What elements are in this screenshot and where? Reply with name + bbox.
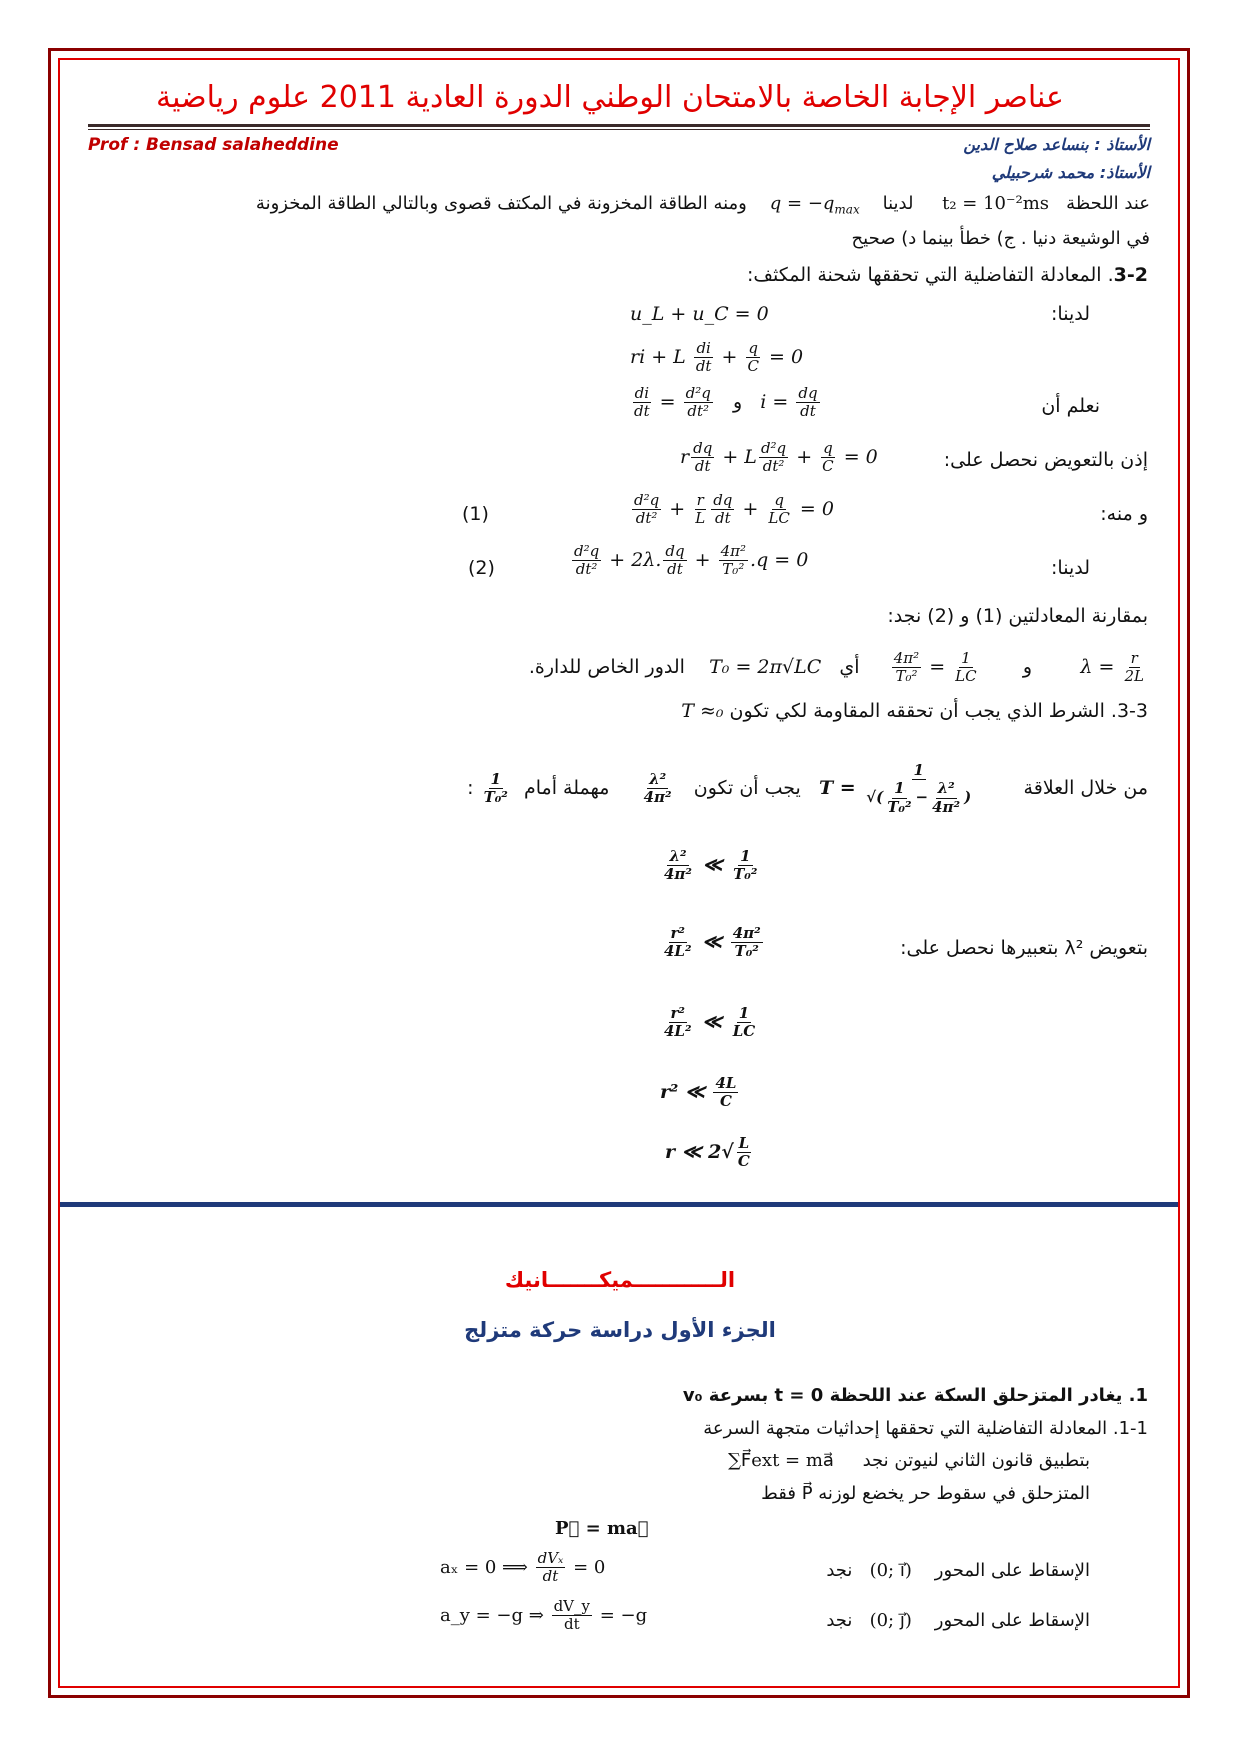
eq-ri-L: ri + L $\frac{di}{dt}$ + $\frac{q}{C}$ = 0 (630, 339, 804, 376)
para1-t2: t₂ = 10⁻²ms (942, 193, 1049, 214)
para1-line2: في الوشيعة دنيا . ج) خطأ بينما د) صحيح (851, 228, 1150, 249)
eq-label-1: (1) (462, 503, 489, 525)
mech-P-eq: P⃗ = ma⃗ (555, 1518, 649, 1539)
sec33-relation: من خلال العلاقة T = 1 √( $\frac{1}{\text{T₀²}}$ − $\frac{\text{λ²}}{\text{4π²}}$ ) يجب أن تكون $\frac{\text{λ²}}{\text{4π²}}$ مهملة أمام $\frac{1}{\text{T₀²}}$ : (467, 761, 1148, 816)
teacher-1: الأستاذ : بنساعد صلاح الدين (963, 135, 1150, 154)
omega-eq: $\frac{\text{4π²}}{\text{T₀²}}$ = $\frac{1}{LC}$ (893, 649, 977, 686)
sec32-naalam: نعلم أن (1041, 395, 1100, 417)
eq-uL-uC: u_L + u_C = 0 (630, 303, 769, 325)
para1-text-a: عند اللحظة (1066, 193, 1150, 214)
mech-newton: بتطبيق قانون الثاني لنيوتن نجد ∑F⃗ext = ma⃗ (728, 1450, 1090, 1471)
eq-1: $\frac{\text{d²q}}{\text{dt²}}$ + $\frac{r}{L}$ $\frac{dq}{dt}$ + $\frac{q}{LC}$ = 0 (634, 491, 834, 528)
lambda-eq: λ = $\frac{r}{2L}$ (1080, 649, 1144, 686)
eq-2: $\frac{\text{d²q}}{\text{dt²}}$ + 2λ. $\frac{dq}{dt}$ + $\frac{\text{4π²}}{\text{T₀²}}$ .q = 0 (574, 542, 809, 579)
para1-text-c: ومنه الطاقة المخزونة في المكتف قصوى وبالتالي الطاقة المخزونة (255, 193, 747, 214)
T0-eq: T₀ = 2π√LC (709, 655, 822, 678)
sec33-line: 3-3. الشرط الذي يجب أن تحققه المقاومة لكي تكون T ≈₀ (681, 700, 1148, 722)
ineq-4: r² ≪ $\frac{4L}{C}$ (660, 1074, 737, 1111)
ineq-5: r ≪ 2√ $\frac{L}{C}$ (665, 1134, 750, 1171)
sec32-compare: بمقارنة المعادلتين (1) و (2) نجد: (887, 605, 1148, 627)
mech-proj-y: الإسقاط على المحور (0; j⃗) نجد (826, 1610, 1090, 1631)
eq-di-d2q: $\frac{di}{dt}$ = $\frac{\text{d²q}}{\text{dt²}}$ و i = $\frac{dq}{dt}$ (634, 384, 818, 421)
title-rule-thin (88, 129, 1150, 130)
mechanics-part1: الجزء الأول دراسة حركة متزلج (464, 1318, 776, 1342)
teacher-2: الأستاذ: محمد شرحبيلي (991, 163, 1150, 182)
sec32-heading: 3-2. المعادلة التفاضلية التي تحققها شحنة المكثف: (746, 264, 1148, 286)
mech-q1: 1. يغادر المتزحلق السكة عند اللحظة t = 0 بسرعة v₀ (682, 1385, 1148, 1406)
sec32-result-line: λ = $\frac{r}{2L}$ و $\frac{\text{4π²}}{\text{T₀²}}$ = $\frac{1}{LC}$ أي T₀ = 2π√LC الدور الخاص للدارة. (529, 650, 1148, 686)
sec32-idhan: إذن بالتعويض نحصل على: (943, 449, 1148, 471)
title-rule (88, 124, 1150, 127)
mech-free-fall: المتزحلق في سقوط حر يخضع لوزنه P⃗ فقط (761, 1483, 1090, 1504)
para1-q: $q = -q_{max}$ (769, 193, 860, 217)
mech-q11: 1-1. المعادلة التفاضلية التي تحققها إحداثيات متجهة السرعة (703, 1418, 1148, 1439)
para1-line1 (256, 193, 1150, 217)
prof-latin: Prof : Bensad salaheddine (88, 135, 339, 155)
mech-proj-x: الإسقاط على المحور (0; i⃗) نجد (826, 1560, 1090, 1581)
page-inner-border (58, 58, 1180, 1688)
para1-text-b: لدينا (882, 193, 914, 214)
eq-substituted: r $\frac{dq}{dt}$ + L $\frac{\text{d²q}}{\text{dt²}}$ + $\frac{q}{C}$ = 0 (680, 439, 878, 476)
mech-ay-eq: a_y = −g ⇒ $\frac{dV\_y}{dt}$ = −g (440, 1597, 648, 1634)
sec32-num: 3-2 (1113, 264, 1148, 286)
T-formula: T = 1 √( $\frac{1}{\text{T₀²}}$ − $\frac{\text{λ²}}{\text{4π²}}$ ) (818, 761, 972, 816)
ineq-1: $\frac{\text{λ²}}{\text{4π²}}$ ≪ $\frac{1}{\text{T₀²}}$ (664, 847, 758, 884)
mech-ax-eq: aₓ = 0 ⟹ $\frac{\text{dVₓ}}{dt}$ = 0 (440, 1549, 606, 1586)
eq-label-2: (2) (468, 557, 495, 579)
sec33-substitute: بتعويض λ² بتعبيرها نحصل على: (900, 937, 1148, 959)
mechanics-title: الــــــــــــميكـــــــانيك (504, 1268, 736, 1292)
section-separator (60, 1202, 1178, 1207)
sec32-ladayna2: لدينا: (1051, 557, 1090, 579)
page-title: عناصر الإجابة الخاصة بالامتحان الوطني الدورة العادية 2011 علوم رياضية (156, 80, 1064, 115)
sec32-ladayna: لدينا: (1051, 303, 1090, 325)
ineq-2: $\frac{\text{r²}}{\text{4L²}}$ ≪ $\frac{\text{4π²}}{\text{T₀²}}$ (664, 924, 761, 961)
sec32-wa-minhu: و منه: (1100, 503, 1148, 525)
ineq-3: $\frac{\text{r²}}{\text{4L²}}$ ≪ $\frac{1}{LC}$ (664, 1004, 756, 1041)
